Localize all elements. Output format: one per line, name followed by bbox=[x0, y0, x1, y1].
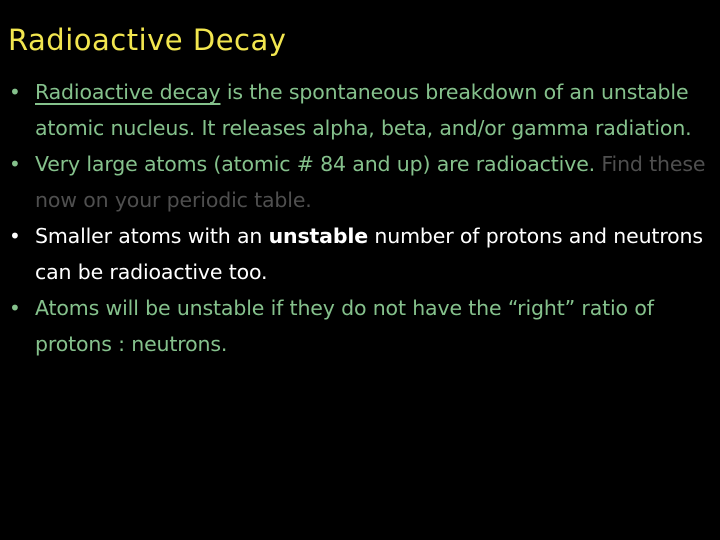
bullet-dot-icon: • bbox=[9, 152, 21, 176]
bullet-item-smaller-atoms bbox=[0, 218, 720, 290]
bullet-text: number of protons and neutrons can be radioactive too. bbox=[35, 224, 703, 284]
term-radioactive-decay: Radioactive decay bbox=[35, 80, 221, 104]
bullet-dot-icon: • bbox=[9, 80, 21, 104]
bullet-dot-icon: • bbox=[9, 224, 21, 248]
bullet-text: Smaller atoms with an bbox=[35, 224, 269, 248]
bullet-text: Atoms will be unstable if they do not have the “right” ratio of protons : neutrons. bbox=[35, 296, 654, 356]
bullet-dot-icon: • bbox=[9, 296, 21, 320]
periodic-table-note: Find these now on your periodic table. bbox=[35, 152, 706, 212]
bullet-list bbox=[0, 74, 720, 362]
bullet-item-large-atoms bbox=[0, 146, 720, 218]
bullet-text: Very large atoms (atomic # 84 and up) are radioactive. bbox=[35, 152, 596, 176]
bullet-item-decay-definition bbox=[0, 74, 720, 146]
slide-title: Radioactive Decay bbox=[8, 23, 287, 57]
emphasis-unstable: unstable bbox=[268, 224, 369, 248]
bullet-item-ratio bbox=[0, 290, 720, 362]
bullet-text: is the spontaneous breakdown of an unstable atomic nucleus. It releases alpha, beta, and/or gamma radiation. bbox=[35, 80, 692, 140]
